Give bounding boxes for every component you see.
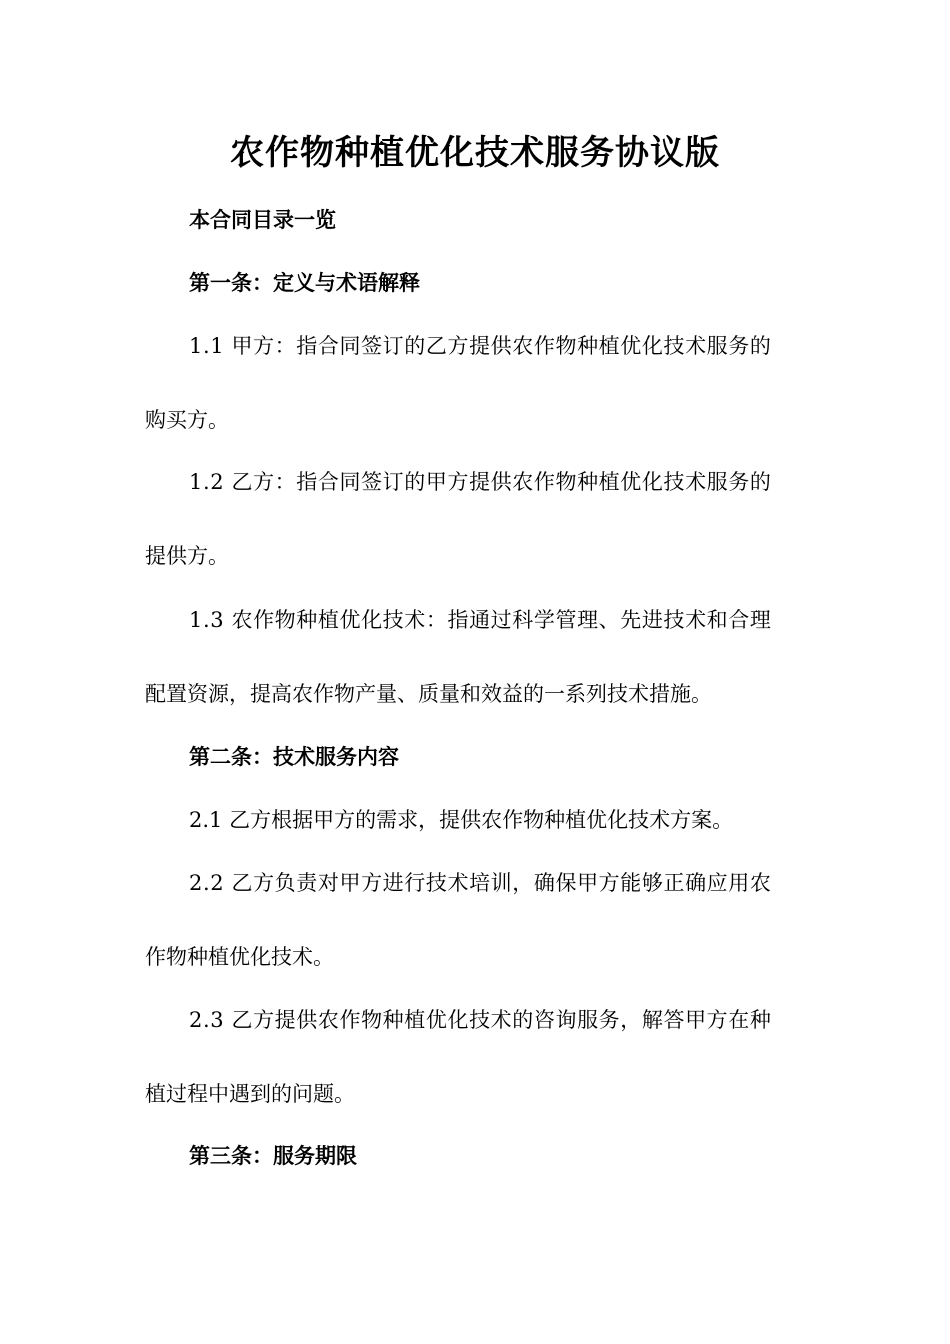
document-title: 农作物种植优化技术服务协议版	[230, 133, 720, 173]
clause-2-3	[145, 1005, 815, 1109]
clause-1-2	[145, 467, 815, 571]
clause-1-1-line1: 1.1 甲方：指合同签订的乙方提供农作物种植优化技术服务的	[189, 334, 772, 358]
clause-1-2-line1: 1.2 乙方：指合同签订的甲方提供农作物种植优化技术服务的	[189, 470, 772, 494]
clause-2-3-line2: 植过程中遇到的问题。	[145, 1082, 355, 1106]
clause-1-1	[145, 331, 815, 435]
clause-2-3-line1: 2.3 乙方提供农作物种植优化技术的咨询服务，解答甲方在种	[189, 1008, 772, 1032]
clause-1-3-line2: 配置资源，提高农作物产量、质量和效益的一系列技术措施。	[145, 682, 712, 706]
clause-2-2	[145, 868, 815, 972]
clause-2-2-line2: 作物种植优化技术。	[145, 945, 334, 969]
clause-2-2-line1: 2.2 乙方负责对甲方进行技术培训，确保甲方能够正确应用农	[189, 871, 772, 895]
toc-heading: 本合同目录一览	[189, 207, 336, 232]
article-2-heading: 第二条：技术服务内容	[189, 744, 399, 769]
clause-1-3-line1: 1.3 农作物种植优化技术：指通过科学管理、先进技术和合理	[189, 608, 772, 632]
article-3-heading: 第三条：服务期限	[189, 1143, 357, 1168]
clause-1-2-line2: 提供方。	[145, 544, 229, 568]
article-1-heading: 第一条：定义与术语解释	[189, 270, 420, 295]
clause-2-1: 2.1 乙方根据甲方的需求，提供农作物种植优化技术方案。	[189, 808, 734, 832]
clause-1-1-line2: 购买方。	[145, 408, 229, 432]
clause-1-3	[145, 605, 815, 709]
